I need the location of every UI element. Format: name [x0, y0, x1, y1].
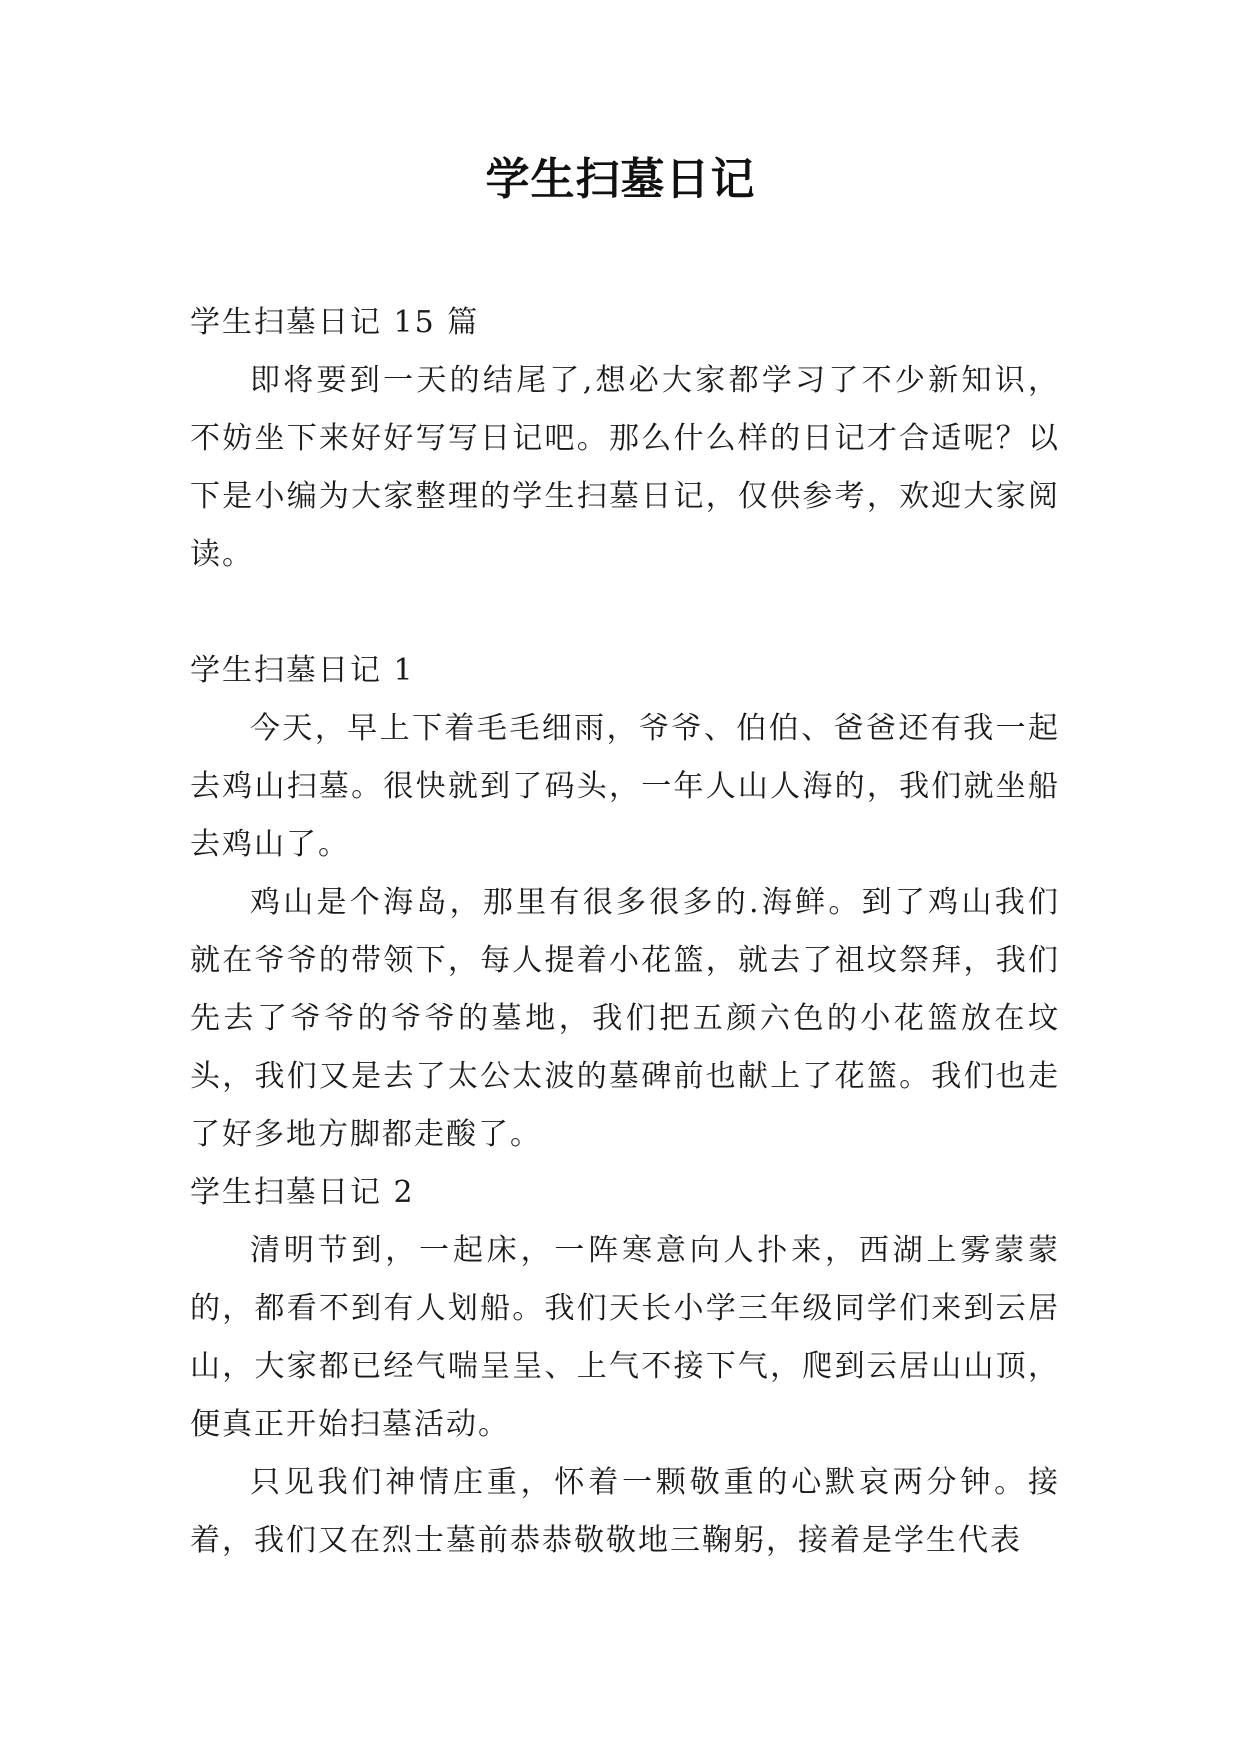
intro-paragraph: 即将要到一天的结尾了,想必大家都学习了不少新知识，不妨坐下来好好写写日记吧。那么什么样的日记才合适呢？以下是小编为大家整理的学生扫墓日记，仅供参考，欢迎大家阅读。	[190, 363, 1060, 572]
entry-2-paragraph-1: 清明节到，一起床，一阵寒意向人扑来，西湖上雾蒙蒙的，都看不到有人划船。我们天长小学三年级同学们来到云居山，大家都已经气喘呈呈、上气不接下气，爬到云居山山顶，便真正开始扫墓活动。	[190, 1233, 1060, 1442]
entry-1-paragraph-1: 今天，早上下着毛毛细雨，爷爷、伯伯、爸爸还有我一起去鸡山扫墓。很快就到了码头，一年人山人海的，我们就坐船去鸡山了。	[190, 711, 1060, 862]
entry-1-heading: 学生扫墓日记 1	[190, 653, 415, 688]
document-body	[190, 294, 1060, 1570]
entry-1-paragraph-2: 鸡山是个海岛，那里有很多很多的.海鲜。到了鸡山我们就在爷爷的带领下，每人提着小花篮，就去了祖坟祭拜，我们先去了爷爷的爷爷的墓地，我们把五颜六色的小花篮放在坟头，我们又是去了太公太波的墓碑前也献上了花篮。我们也走了好多地方脚都走酸了。	[190, 885, 1060, 1152]
entry-2-heading: 学生扫墓日记 2	[190, 1175, 415, 1210]
document-title: 学生扫墓日记	[485, 154, 756, 205]
entry-2-paragraph-2: 只见我们神情庄重，怀着一颗敬重的心默哀两分钟。接着，我们又在烈士墓前恭恭敬敬地三鞠躬，接着是学生代表	[190, 1465, 1060, 1558]
section-spacer	[190, 584, 1060, 642]
intro-heading: 学生扫墓日记 15 篇	[190, 305, 480, 340]
